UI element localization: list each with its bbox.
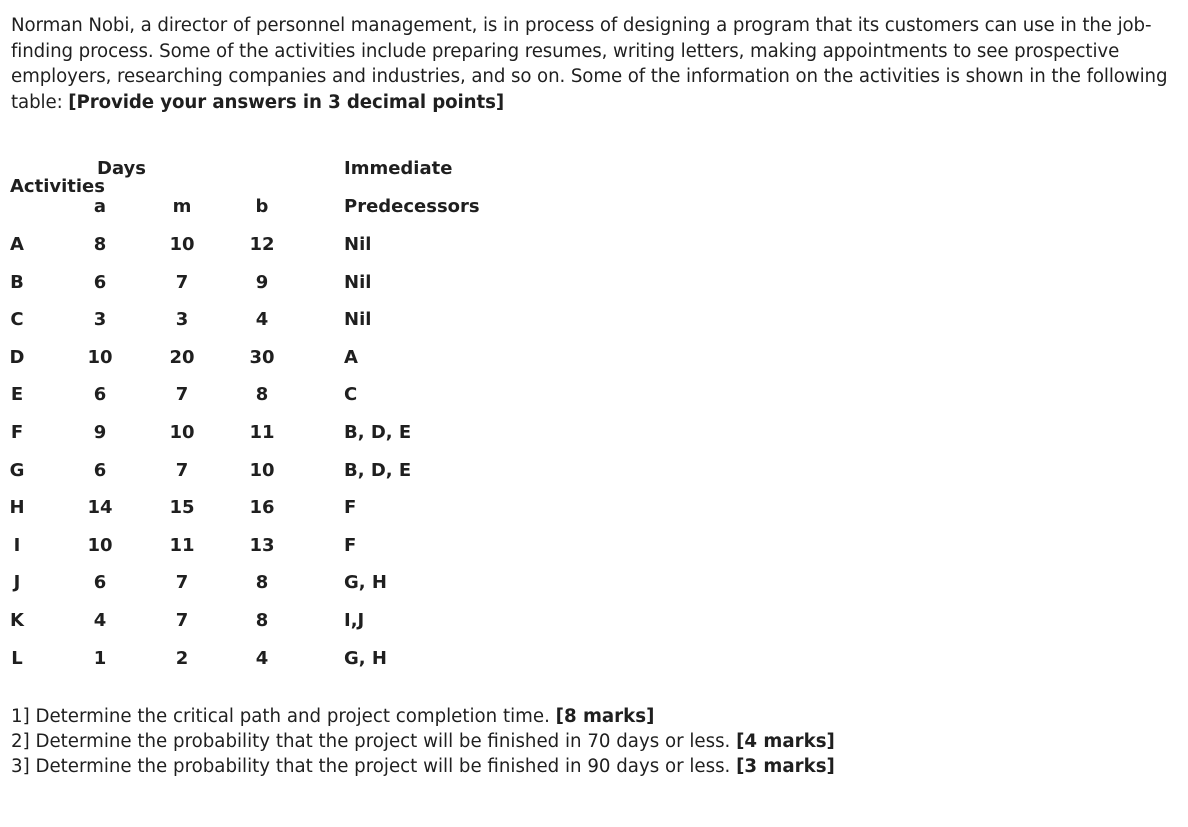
- cell-predecessors: F: [344, 497, 357, 519]
- question-2-marks: [4 marks]: [736, 731, 835, 752]
- cell-activity: K: [10, 610, 24, 631]
- cell-b: 8: [255, 572, 269, 594]
- cell-predecessors: C: [344, 384, 358, 406]
- cell-b: 4: [255, 309, 269, 331]
- question-1-marks: [8 marks]: [555, 706, 655, 727]
- cell-a: 6: [93, 384, 107, 406]
- cell-activity: J: [13, 572, 21, 594]
- cell-a: 3: [93, 309, 107, 331]
- cell-activity: D: [9, 346, 25, 368]
- cell-activity: B: [10, 271, 24, 293]
- cell-activity: E: [10, 384, 24, 406]
- cell-a: 6: [93, 572, 107, 594]
- question-2-text: 2] Determine the probability that the project will be finished in 70 days or less.: [11, 731, 737, 752]
- cell-b: 4: [255, 647, 269, 669]
- question-3: [11, 754, 835, 779]
- question-1-text: 1] Determine the critical path and project completion time.: [11, 706, 556, 727]
- cell-predecessors: F: [344, 534, 357, 556]
- cell-activity: G: [9, 459, 25, 481]
- question-3-text: 3] Determine the probability that the project will be finished in 90 days or less.: [11, 756, 737, 777]
- cell-predecessors: B, D, E: [344, 422, 412, 443]
- cell-activity: I: [13, 534, 21, 556]
- header-activities: Activities: [10, 176, 105, 197]
- question-1: [11, 704, 835, 729]
- cell-activity: C: [10, 309, 24, 331]
- cell-m: 7: [175, 610, 189, 631]
- header-predecessors: Predecessors: [344, 196, 480, 217]
- cell-a: 1: [93, 647, 107, 669]
- cell-b: 11: [249, 422, 275, 443]
- cell-m: 7: [175, 572, 189, 594]
- cell-a: 6: [93, 271, 107, 293]
- cell-m: 7: [175, 459, 189, 481]
- cell-a: 4: [93, 610, 107, 631]
- cell-a: 10: [87, 534, 113, 556]
- cell-activity: F: [10, 422, 24, 443]
- cell-predecessors: G, H: [344, 572, 387, 594]
- cell-b: 16: [249, 497, 275, 519]
- header-b: b: [255, 196, 269, 217]
- cell-b: 8: [255, 610, 269, 631]
- cell-predecessors: A: [344, 346, 358, 368]
- cell-b: 12: [249, 234, 275, 255]
- cell-a: 14: [87, 497, 113, 519]
- cell-b: 9: [255, 271, 269, 293]
- cell-m: 20: [169, 346, 195, 368]
- cell-predecessors: Nil: [344, 234, 372, 255]
- cell-activity: H: [9, 497, 25, 519]
- question-3-marks: [3 marks]: [736, 756, 835, 777]
- cell-a: 9: [93, 422, 107, 443]
- cell-b: 8: [255, 384, 269, 406]
- header-a: a: [93, 196, 107, 217]
- cell-a: 8: [93, 234, 107, 255]
- cell-predecessors: G, H: [344, 647, 387, 669]
- cell-predecessors: I,J: [344, 610, 365, 631]
- cell-m: 7: [175, 384, 189, 406]
- cell-b: 30: [249, 346, 275, 368]
- cell-m: 3: [175, 309, 189, 331]
- cell-m: 10: [169, 422, 195, 443]
- intro-text: Norman Nobi, a director of personnel management, is in process of designing a program that its customers can use in the job-finding process. Some of the activities include preparing resumes, writing letters, making appointments to see prospective employers, researching companies and industries, and so on. Some of the information on the activities is shown in the following table:: [11, 15, 1168, 113]
- cell-a: 6: [93, 459, 107, 481]
- cell-m: 10: [169, 234, 195, 255]
- instruction-text: [Provide your answers in 3 decimal points]: [68, 91, 505, 113]
- cell-predecessors: Nil: [344, 271, 372, 293]
- cell-m: 15: [169, 497, 195, 519]
- questions-list: [11, 704, 835, 779]
- header-immediate: Immediate: [344, 158, 453, 179]
- cell-b: 13: [249, 534, 275, 556]
- intro-paragraph: [11, 13, 1176, 115]
- header-m: m: [172, 196, 192, 217]
- cell-a: 10: [87, 346, 113, 368]
- question-2: [11, 729, 835, 754]
- cell-m: 2: [175, 647, 189, 669]
- cell-activity: A: [10, 234, 24, 255]
- cell-b: 10: [249, 459, 275, 481]
- cell-predecessors: B, D, E: [344, 459, 412, 481]
- cell-m: 11: [169, 534, 195, 556]
- cell-activity: L: [11, 647, 23, 669]
- cell-predecessors: Nil: [344, 309, 372, 331]
- cell-m: 7: [175, 271, 189, 293]
- header-days: Days: [97, 158, 146, 179]
